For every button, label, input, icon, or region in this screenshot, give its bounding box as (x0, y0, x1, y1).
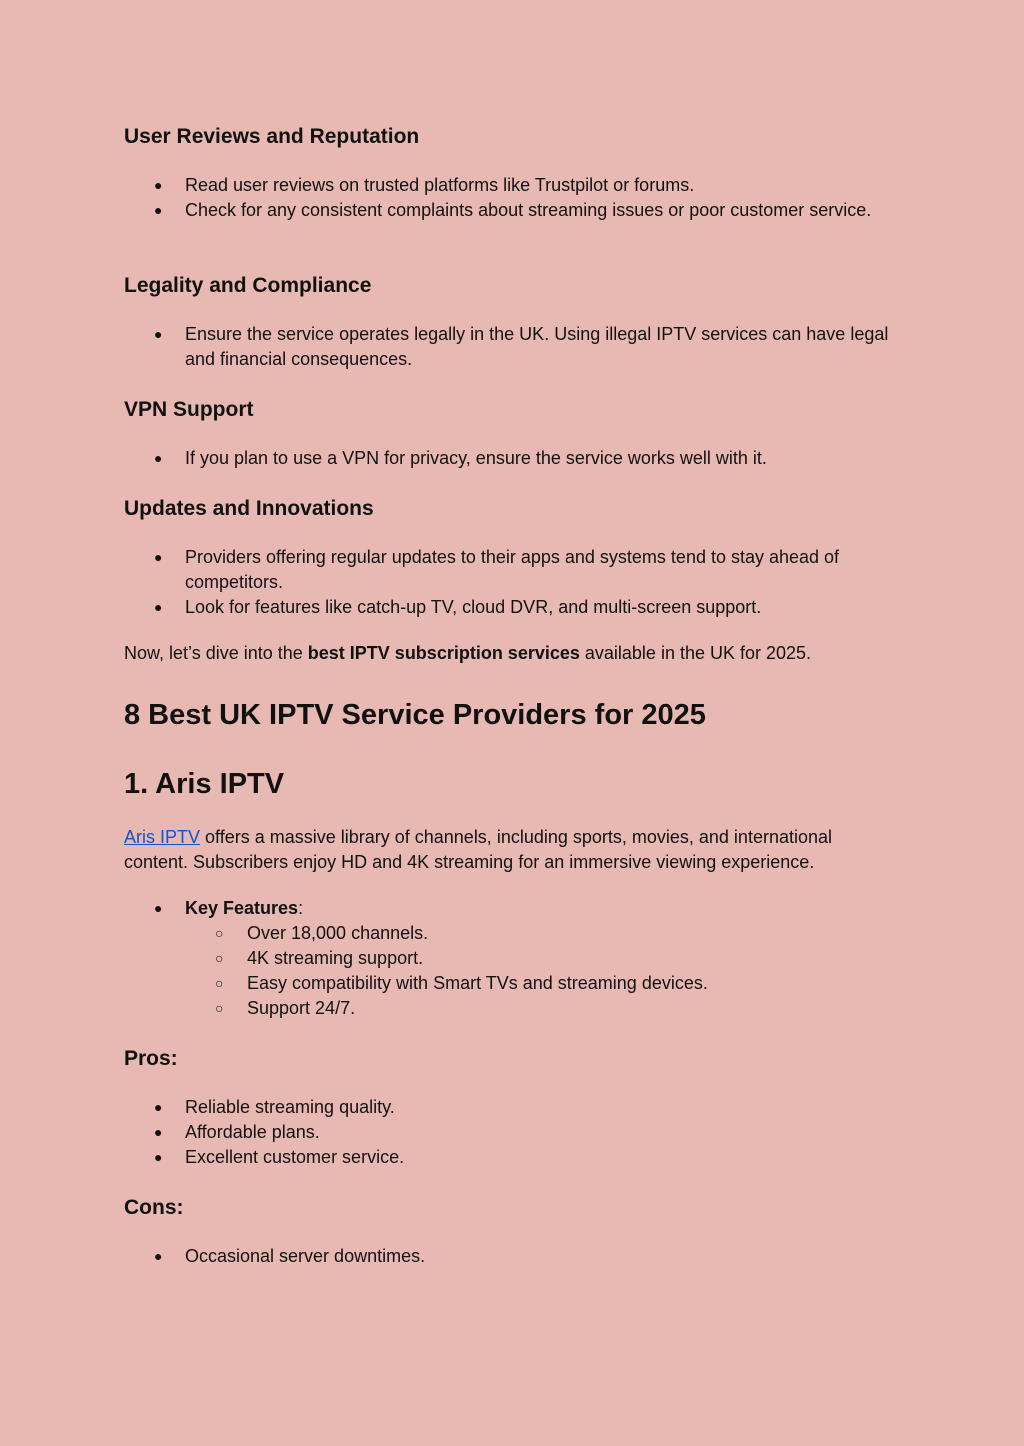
section-heading-legality: Legality and Compliance (124, 274, 372, 297)
list-item-key-features: ● Key Features: (124, 896, 894, 921)
list-key-features (124, 896, 894, 1021)
list-reviews (124, 173, 894, 223)
bullet-icon: ● (154, 1124, 163, 1140)
circle-bullet-icon: ○ (215, 925, 224, 941)
list-item: ● If you plan to use a VPN for privacy, ensure the service works well with it. (124, 446, 894, 471)
list-item: ○ Over 18,000 channels. (124, 921, 894, 946)
list-item: ● Excellent customer service. (124, 1145, 894, 1170)
list-item: ○ Easy compatibility with Smart TVs and streaming devices. (124, 971, 894, 996)
section-heading-reviews: User Reviews and Reputation (124, 125, 420, 148)
circle-bullet-icon: ○ (215, 950, 224, 966)
circle-bullet-icon: ○ (215, 1000, 224, 1016)
main-heading: 8 Best UK IPTV Service Providers for 2025 (124, 699, 706, 731)
bullet-icon: ● (154, 1248, 163, 1264)
bullet-icon: ● (154, 1099, 163, 1115)
section-heading-updates: Updates and Innovations (124, 497, 374, 520)
bullet-icon: ● (154, 900, 163, 916)
list-pros (124, 1095, 894, 1170)
list-updates (124, 545, 894, 620)
list-item: ○ 4K streaming support. (124, 946, 894, 971)
list-item: ● Providers offering regular updates to their apps and systems tend to stay ahead of competitors. (154, 547, 840, 592)
section-heading-vpn: VPN Support (124, 398, 254, 421)
bullet-icon: ● (154, 450, 163, 466)
list-item: ● Occasional server downtimes. (124, 1244, 894, 1269)
pros-heading: Pros: (124, 1047, 178, 1070)
provider-link[interactable]: Aris IPTV (124, 827, 201, 847)
list-item: ● Ensure the service operates legally in the UK. Using illegal IPTV services can have legal and financial consequences. (154, 324, 889, 369)
bullet-icon: ● (154, 549, 163, 565)
bullet-icon: ● (154, 326, 163, 342)
bullet-icon: ● (154, 599, 163, 615)
list-vpn (124, 446, 894, 471)
list-cons (124, 1244, 894, 1269)
bullet-icon: ● (154, 1149, 163, 1165)
list-item: ● Look for features like catch-up TV, cloud DVR, and multi-screen support. (124, 595, 894, 620)
circle-bullet-icon: ○ (215, 975, 224, 991)
bullet-icon: ● (154, 202, 163, 218)
bullet-icon: ● (154, 177, 163, 193)
list-item: ● Affordable plans. (124, 1120, 894, 1145)
provider-heading: 1. Aris IPTV (124, 768, 285, 800)
intro-bold: best IPTV subscription services (307, 643, 580, 663)
list-legality (124, 322, 894, 372)
list-item: ○ Support 24/7. (124, 996, 894, 1021)
list-item: ● Check for any consistent complaints about streaming issues or poor customer service. (124, 198, 894, 223)
cons-heading: Cons: (124, 1196, 184, 1219)
list-item: ● Reliable streaming quality. (124, 1095, 894, 1120)
intro-paragraph: Now, let’s dive into the best IPTV subscription services available in the UK for 2025. (124, 643, 812, 663)
provider-description: Aris IPTV offers a massive library of channels, including sports, movies, and international content. Subscribers enjoy HD and 4K streaming for an immersive viewing experience. (124, 827, 833, 872)
list-item: ● Read user reviews on trusted platforms like Trustpilot or forums. (124, 173, 894, 198)
